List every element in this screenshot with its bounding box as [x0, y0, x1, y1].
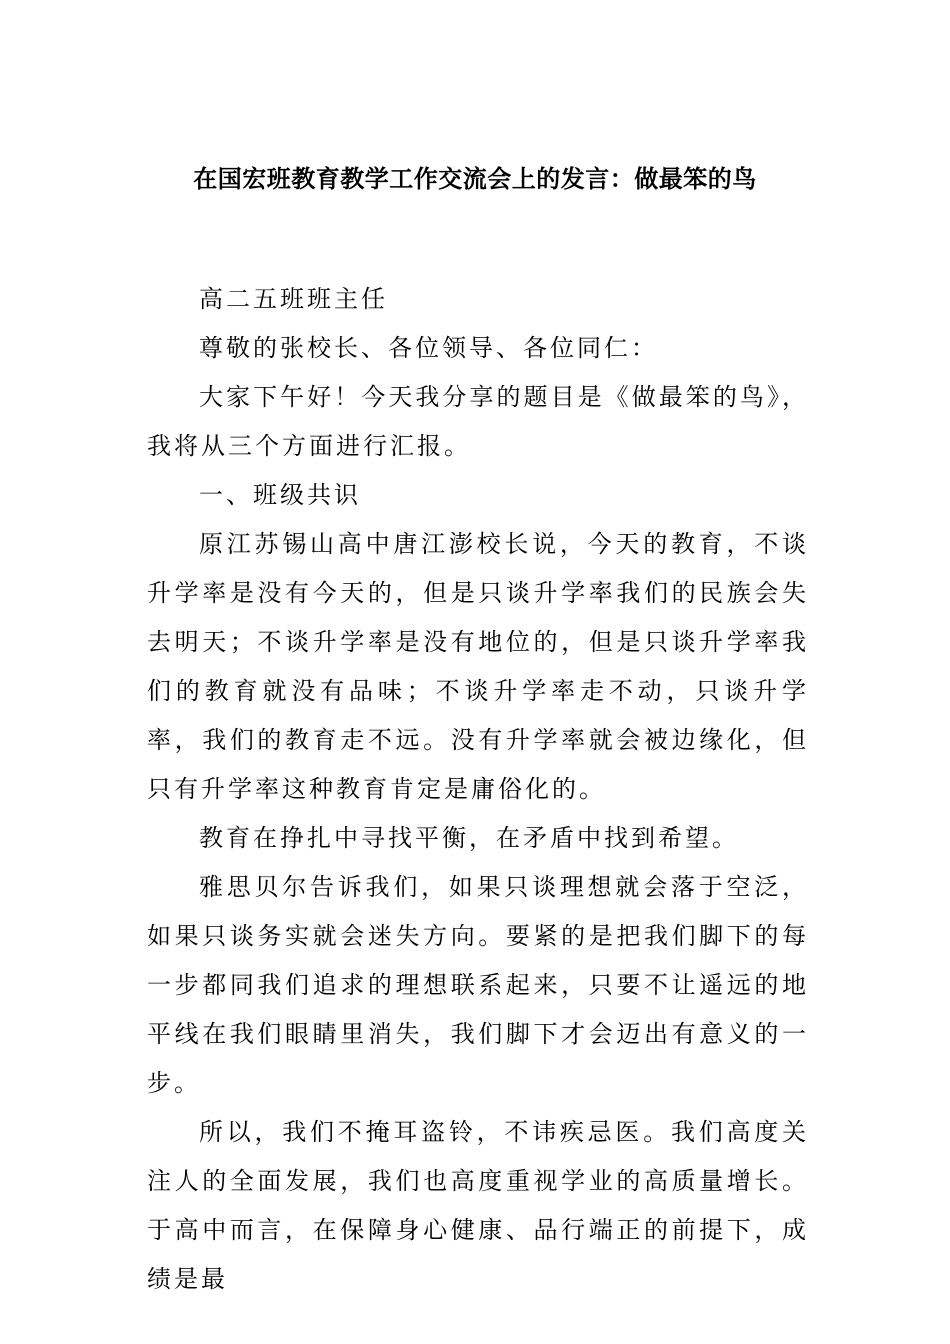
- author-line: 高二五班班主任: [199, 285, 388, 313]
- paragraph-opening: 大家下午好！今天我分享的题目是《做最笨的鸟》，我将从三个方面进行汇报。: [147, 383, 809, 460]
- paragraph: 所以，我们不掩耳盗铃，不讳疾忌医。我们高度关注人的全面发展，我们也高度重视学业的高质量增长。于高中而言，在保障身心健康、品行端正的前提下，成绩是最: [147, 1118, 809, 1293]
- paragraph: 原江苏锡山高中唐江澎校长说，今天的教育，不谈升学率是没有今天的，但是只谈升学率我们的民族会失去明天；不谈升学率是没有地位的，但是只谈升学率我们的教育就没有品味；不谈升学率走不动，只谈升学率，我们的教育走不远。没有升学率就会被边缘化，但只有升学率这种教育肯定是庸俗化的。: [147, 530, 809, 803]
- section-heading-1: 一、班级共识: [199, 481, 361, 509]
- document-body: [147, 275, 809, 1304]
- salutation: 尊敬的张校长、各位领导、各位同仁：: [199, 334, 658, 362]
- document-title: 在国宏班教育教学工作交流会上的发言：做最笨的鸟: [193, 164, 757, 193]
- paragraph: 教育在挣扎中寻找平衡，在矛盾中找到希望。: [199, 824, 739, 852]
- paragraph: 雅思贝尔告诉我们，如果只谈理想就会落于空泛，如果只谈务实就会迷失方向。要紧的是把我们脚下的每一步都同我们追求的理想联系起来，只要不让遥远的地平线在我们眼睛里消失，我们脚下才会迈出有意义的一步。: [147, 873, 809, 1097]
